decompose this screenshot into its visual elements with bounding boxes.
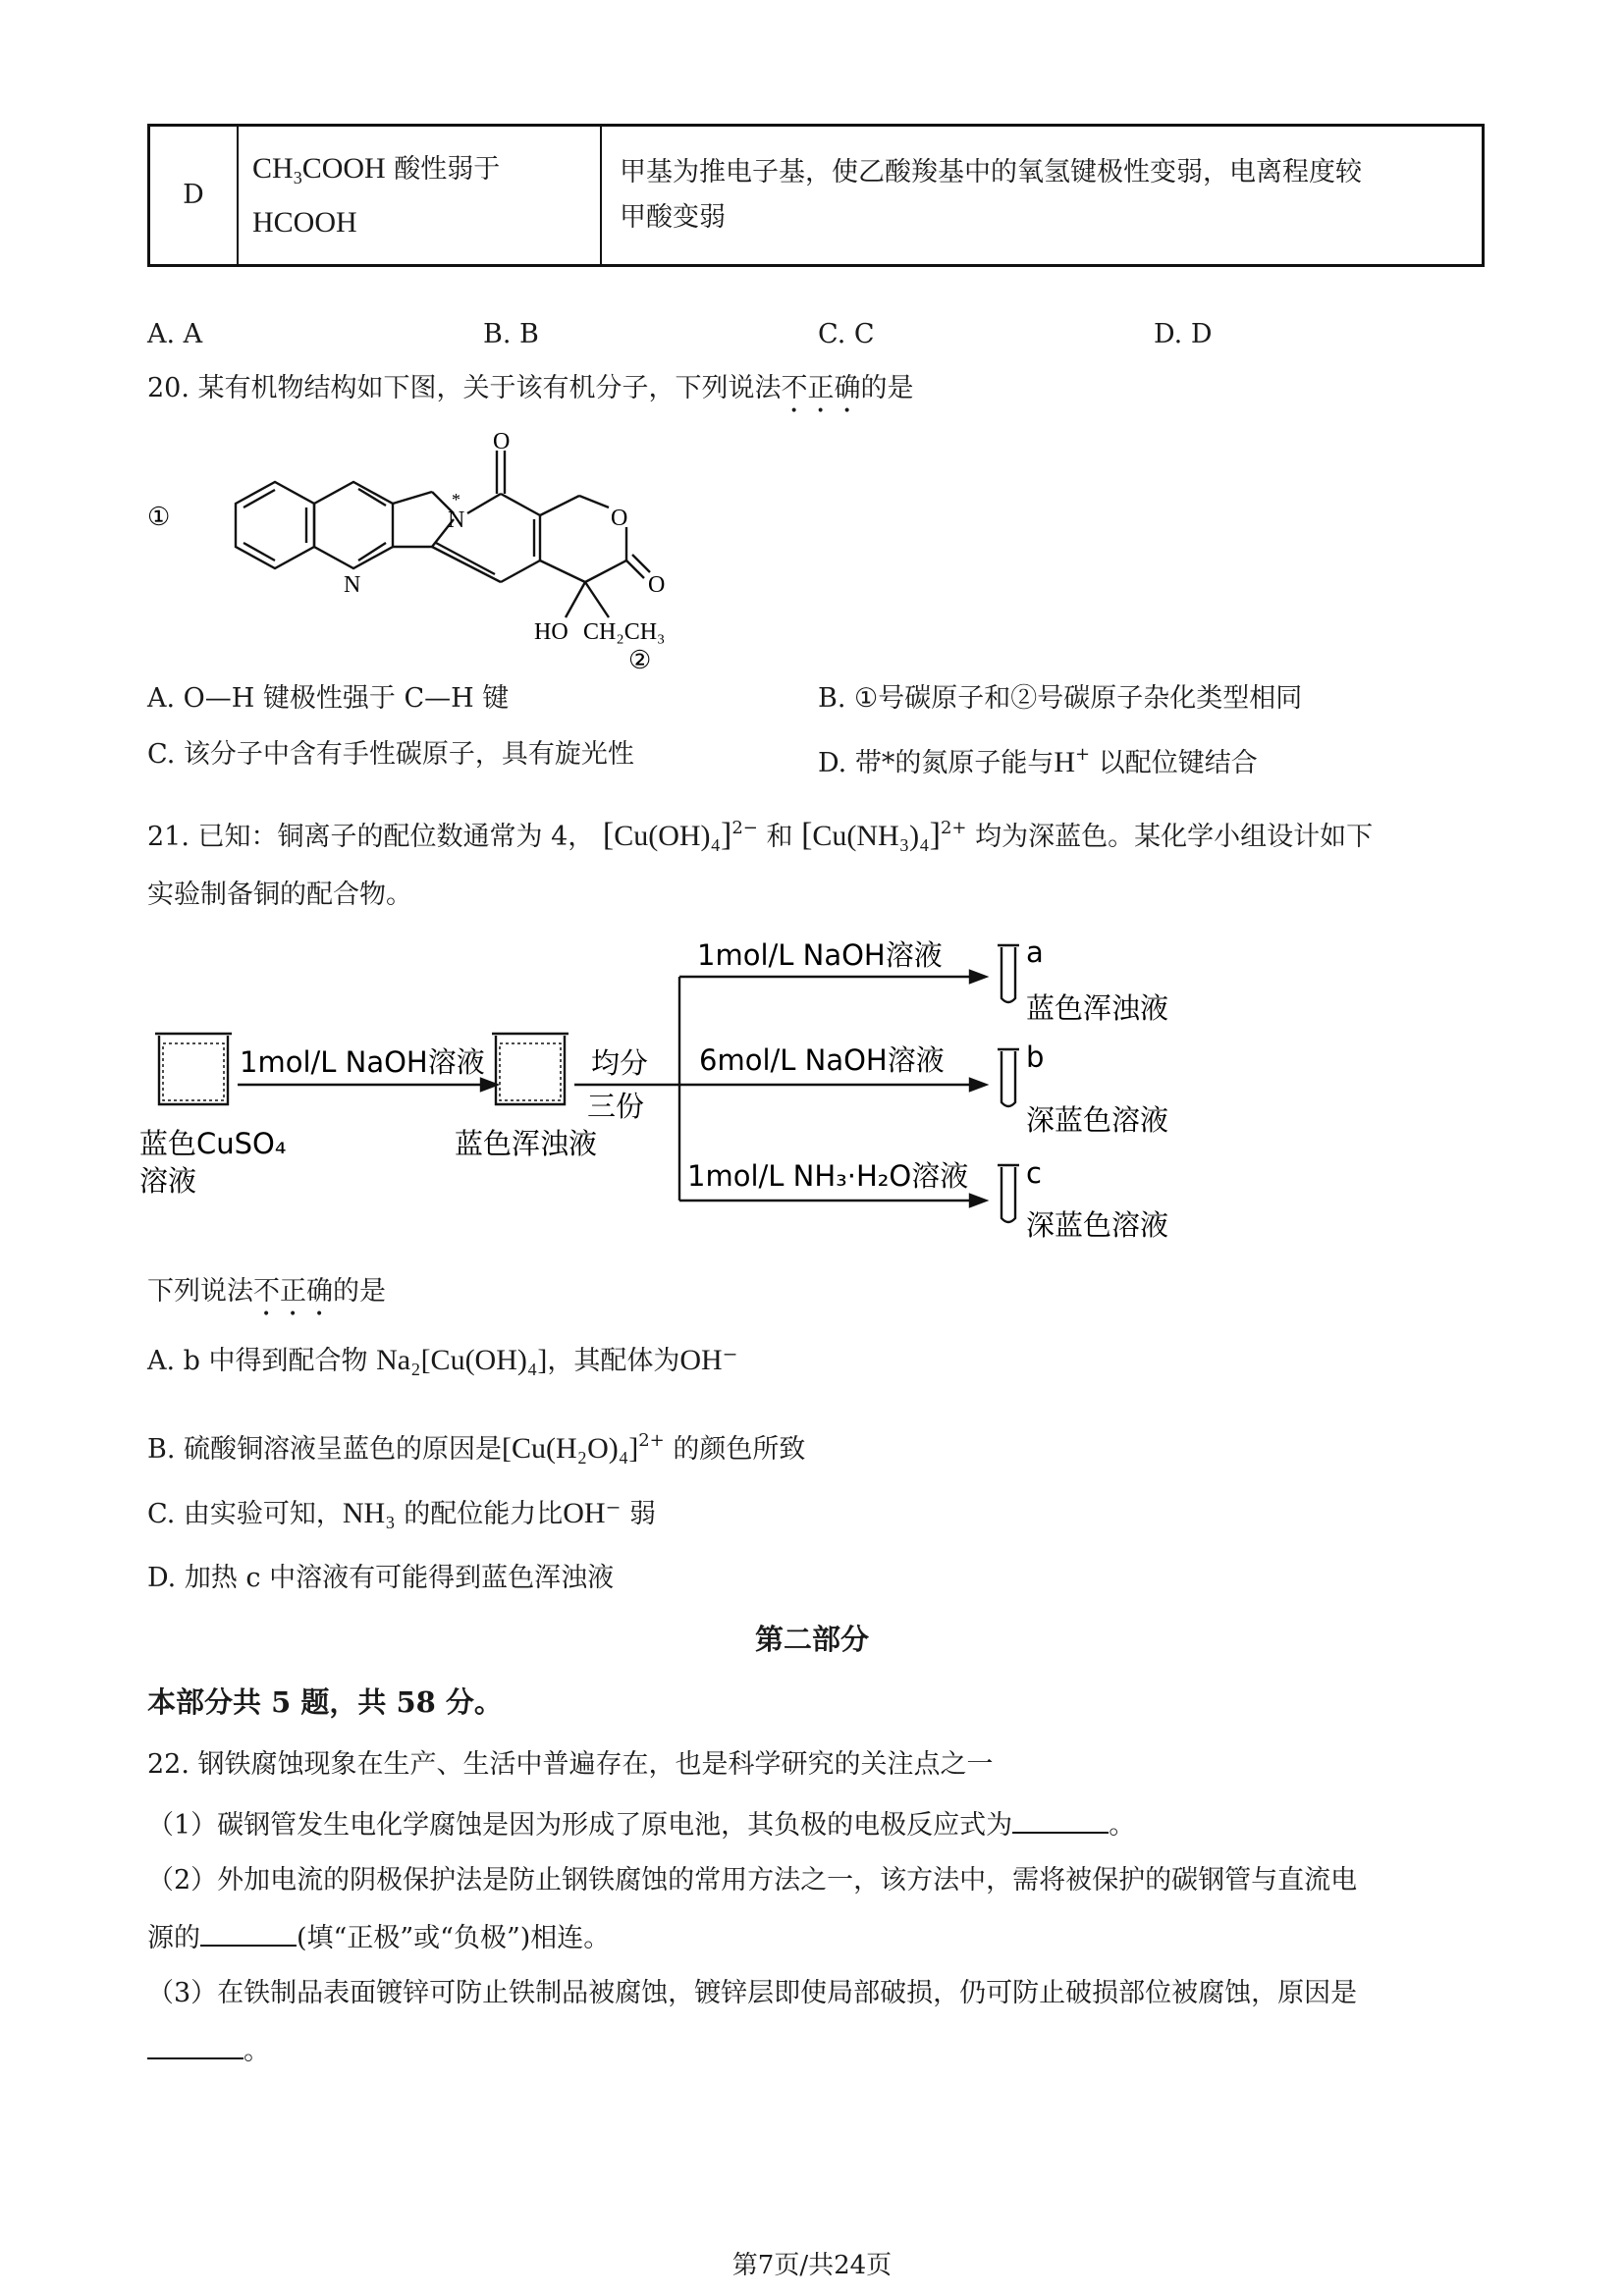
q20-option-a: A. O—H 键极性强于 C—H 键 [147, 683, 510, 714]
branch-c-reagent: 1mol/L NH₃·H₂O溶液 [687, 1159, 969, 1193]
label-ethyl: CH₂CH₃ [583, 619, 666, 645]
q21-stem: 21. 已知：铜离子的配位数通常为 4， $[Cu(OH)_4]^{2-}$ 和 $[Cu(NH_3)_4]^{2+}$ 均为深蓝色。某化学小组设计如下 [147, 817, 1374, 853]
answer-blank-2[interactable] [200, 1919, 297, 1947]
complex1: Cu(OH)₄ [614, 820, 721, 852]
table-row-explanation: 甲基为推电子基，使乙酸羧基中的氧氢键极性变弱，电离程度较 甲酸变弱 [601, 126, 1484, 266]
beaker1-label2: 溶液 [139, 1164, 197, 1198]
label-o-carbonyl: O [648, 572, 666, 598]
branch-a-reagent: 1mol/L NaOH溶液 [697, 938, 943, 972]
q22-part3-line1: （3）在铁制品表面镀锌可防止铁制品被腐蚀，镀锌层即使局部破损，仍可防止破损部位被腐蚀，原因是 [147, 1978, 1358, 2008]
complex2: Cu(NH₃)₄ [812, 820, 930, 852]
step1-reagent: 1mol/L NaOH溶液 [240, 1045, 485, 1079]
q21-question: 下列说法不正确的是 [147, 1276, 386, 1307]
split-label2: 三份 [587, 1090, 645, 1123]
label-mark2: ② [628, 646, 652, 672]
beaker2-label: 蓝色浑浊液 [455, 1127, 598, 1160]
answer-blank-1[interactable] [1012, 1806, 1109, 1834]
page-footer: 第7页/共24页 [731, 2251, 893, 2280]
label-ho: HO [534, 619, 568, 645]
hcooh-label: HCOOH [252, 205, 357, 239]
q20-option-b: B. ①号碳原子和②号碳原子杂化类型相同 [818, 683, 1303, 714]
q20-option-c: C. 该分子中含有手性碳原子，具有旋光性 [147, 739, 634, 770]
q21-option-b: B. 硫酸铜溶液呈蓝色的原因是$[Cu(H_2O)_4]^{2+}$ 的颜色所致 [147, 1430, 806, 1465]
q21-option-d: D. 加热 c 中溶液有可能得到蓝色浑浊液 [147, 1563, 615, 1593]
part2-title: 第二部分 [754, 1623, 869, 1656]
q22-part1: （1）碳钢管发生电化学腐蚀是因为形成了原电池，其负极的电极反应式为 。 [147, 1806, 1135, 1843]
tube-a-label: a [1026, 935, 1044, 969]
tube-c-label: c [1026, 1156, 1042, 1190]
q20-option-d: D. 带*的氮原子能与H+ 以配位键结合 [818, 744, 1258, 778]
part2-intro: 本部分共 5 题，共 58 分。 [147, 1685, 503, 1719]
result-a: 蓝色浑浊液 [1026, 991, 1169, 1025]
q20-stem: 20. 某有机物结构如下图，关于该有机分子，下列说法不正确的是 [147, 373, 914, 403]
branch-b-reagent: 6mol/L NaOH溶液 [699, 1043, 945, 1077]
beaker1-label: 蓝色CuSO₄ [139, 1127, 287, 1160]
q22-part2-line1: （2）外加电流的阴极保护法是防止钢铁腐蚀的常用方法之一，该方法中，需将被保护的碳钢管与直流电 [147, 1865, 1358, 1896]
result-b: 深蓝色溶液 [1026, 1103, 1169, 1137]
result-c: 深蓝色溶液 [1026, 1208, 1169, 1242]
q21-option-c: C. 由实验可知，NH₃ 的配位能力比OH⁻ 弱 [147, 1497, 657, 1529]
tube-b-label: b [1026, 1041, 1045, 1074]
q22-part3-line2: 。 [147, 2032, 270, 2069]
experiment-flow-diagram [137, 928, 1218, 1261]
split-label1: 均分 [591, 1046, 649, 1080]
table-row-fact: $CH_3COOH$ 酸性弱于 HCOOH [238, 126, 601, 266]
q21-stem-line2: 实验制备铜的配合物。 [147, 880, 412, 910]
answer-blank-3[interactable] [147, 2032, 244, 2059]
camptothecin-structure [137, 417, 727, 672]
label-o-top: O [493, 429, 511, 454]
q19-option-c: C. C [818, 319, 875, 349]
label-n-quinoline: N [344, 572, 361, 598]
q19-option-a: A. A [147, 319, 203, 349]
label-o-ring: O [611, 506, 628, 531]
label-mark1: ① [147, 503, 171, 531]
q22-stem: 22. 钢铁腐蚀现象在生产、生活中普遍存在，也是科学研究的关注点之一 [147, 1749, 994, 1780]
q21-option-a: A. b 中得到配合物 Na₂[Cu(OH)₄]，其配体为OH⁻ [147, 1344, 738, 1376]
q19-option-d: D. D [1154, 319, 1213, 349]
q22-part2-line2: 源的 (填“正极”或“负极”)相连。 [147, 1919, 610, 1956]
q19-option-b: B. B [483, 319, 539, 349]
label-star: * [452, 490, 460, 509]
table-row-letter: D [149, 126, 239, 266]
q19-option-table [147, 124, 1485, 267]
label-n-ring: N [448, 507, 465, 533]
